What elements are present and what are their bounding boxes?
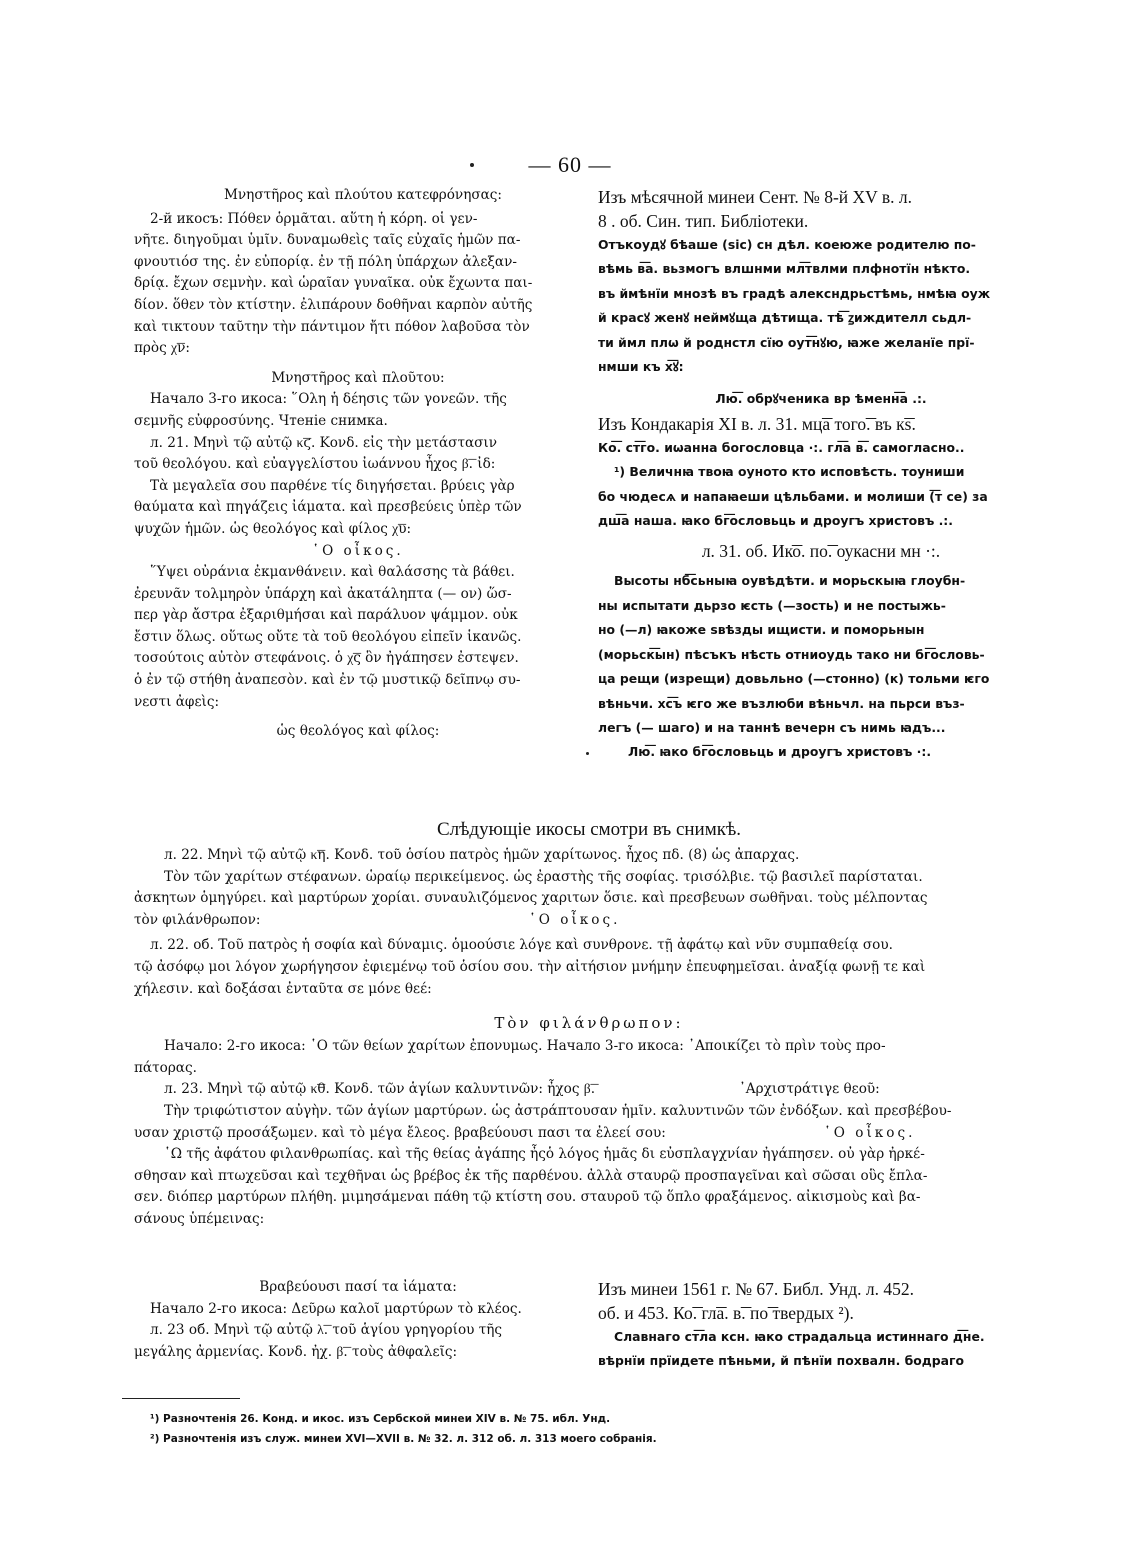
text-line: Изъ мѣсячной минеи Сент. № 8-й XV в. л. bbox=[598, 187, 912, 207]
text-line bbox=[134, 1079, 1044, 1101]
text-line: τοσούτοις αὐτὸν στεφάνοις. ὁ χ͞ς ὃν ἠγάπησεν ἐστεψεν. bbox=[134, 650, 519, 667]
text-line: л. 31. об. Ик͞о. по͞. оукасни мн ·:. bbox=[701, 541, 941, 562]
church-slavonic-line: вѣньчи. хс͞ъ ѥго же възлюби вѣньчл. на пьрси въз- bbox=[598, 695, 965, 711]
text-line: θαύματα καὶ πηγάζεις ἰάματα. καὶ πρεσβεύεις ὑπὲρ τῶν bbox=[134, 499, 522, 516]
text-line: Τὴν τριφώτιστον αὐγὴν. τῶν ἁγίων μαρτύρων. ὡς ἀστράπτουσαν ἡμῖν. καλυντινῶν τῶν ἐνδόξων. καὶ πρεσβέβου- bbox=[164, 1102, 952, 1119]
church-slavonic-line: ны испытати дьрзо ѥсть (—зость) и не постыжь- bbox=[598, 597, 946, 613]
full-width-section bbox=[134, 815, 1044, 1231]
text-line: ὁ ἐν τῷ στήθη ἀναπεσὸν. καὶ ἐν τῷ μυστικῷ δεῖπνῳ συ- bbox=[134, 672, 521, 689]
text-line: об. и 453. Ко͞. гл͞а. в͞. по͞ твердых ²). bbox=[598, 1303, 854, 1323]
right-column bbox=[598, 185, 1044, 765]
text-line: ἀσκητων ὁμηγύρει. καὶ μαρτύρων χορίαι. συναυλιζόμενος χαριτων ὅσιε. καὶ πρεσβευων σωθῆναι. τοὺς μέλποντας bbox=[134, 890, 928, 907]
text-line: δρίᾳ. ἔχων σεμνὴν. καὶ ὡραῖαν γυναῖκα. οὐκ ἔχωντα παι- bbox=[134, 275, 533, 292]
text-line: л. 23 об. Μηνὶ τῷ αὐτῷ λ͞. τοῦ ἁγίου γρηγορίου τῆς bbox=[150, 1322, 503, 1339]
church-slavonic-line: Лю͞. ꙗко бг͞ословьць и дроугъ христовъ ·:. bbox=[628, 744, 932, 760]
church-slavonic-line: ца рещи (изрещи) довьльно (—стонно) (к) тольми ѥго bbox=[598, 671, 990, 687]
text-line: Μνηστῆρος καὶ πλοῦτου: bbox=[271, 369, 445, 386]
text-line: ῾Ο οἶκος. bbox=[312, 542, 404, 559]
text-line: σεν. διόπερ μαρτύρων πλήθη. μιμησάμεναι πάθη τῷ κτίστη σου. σταυροῦ τῷ ὅπλο φραξάμενος. αἰκισμοὺς καὶ βα- bbox=[134, 1189, 921, 1206]
text-line: ὡς θεολόγος καὶ φίλος: bbox=[276, 723, 440, 740]
church-slavonic-line: ти ймл плѡ й роднстл сїю оут͞нꙋю, ꙗже желанїе прї- bbox=[598, 334, 975, 350]
section-heading: Слѣдующіе икосы смотри въ снимкѣ. bbox=[436, 819, 742, 840]
text-line: Начало 2-го икоса: Δεῦρω καλοῖ μαρτύρων τὸ κλέος. bbox=[150, 1300, 522, 1317]
church-slavonic-line: Высоты нб͞сьныꙗ оувѣдѣти. и морьскыꙗ глоубн- bbox=[614, 573, 966, 589]
text-line: 8 . об. Син. тип. Библіотеки. bbox=[598, 211, 809, 231]
oikos-heading: ῾Ο οἶκος. bbox=[824, 1124, 916, 1141]
text-span: υσαν χριστῷ προσάξωμεν. καὶ τὸ μέγα ἔλεος. βραβεύουσι πασι τα ἐλεεί σου: bbox=[134, 1124, 666, 1141]
church-slavonic-line: Отъкоудꙋ бѣаше (sic) сн дѣл. коеюже родителю по- bbox=[598, 237, 976, 252]
text-span: л. 23. Μηνὶ τῷ αὐτῷ κ͞θ. Κονδ. τῶν ἁγίων καλυντινῶν: ἦχος β͞. bbox=[164, 1081, 596, 1098]
church-slavonic-line: Славнаго ст͞ла ксн. ꙗко страдальца истиннаго д͞не. bbox=[614, 1329, 985, 1344]
footnote: ¹) Разночтенія 26. Конд. и икос. изъ Сербской минеи XIV в. № 75. ибл. Унд. bbox=[150, 1413, 611, 1425]
text-line: νῆτε. διηγοῦμαι ὑμῖν. δυναμωθεὶς ταῖς εὐχαῖς ἡμῶν πα- bbox=[134, 232, 521, 249]
text-line: Μνηστῆρος καὶ πλούτου κατεφρόνησας: bbox=[224, 187, 502, 203]
church-slavonic-line: вѣмь в͞а. вьзмогъ влшнми мл͞твлми плфнотїн нѣкто. bbox=[598, 261, 971, 277]
text-line: л. 21. Μηνὶ τῷ αὐτῷ κ͞ϛ. Κονδ. εἰς τὴν μετάστασιν bbox=[150, 434, 498, 451]
text-line: л. 22. Μηνὶ τῷ αὐτῷ κ͞η. Κονδ. τοῦ ὁσίου πατρὸς ἡμῶν χαρίτωνος. ἦχος πδ. (8) ὡς ἀπαρχας. bbox=[164, 847, 800, 863]
text-line: ψυχῶν ἡμῶν. ὡς θεολόγος καὶ φίλος χ͞υ: bbox=[134, 520, 412, 537]
text-span: τὸν φιλάνθρωπον: bbox=[134, 911, 261, 928]
text-line: Τὰ μεγαλεῖα σου παρθένε τίς διηγήσεται. βρύεις γὰρ bbox=[150, 477, 515, 494]
printed-dot bbox=[586, 752, 589, 755]
text-line: Βραβεύουσι πασί τα ἰάματα: bbox=[259, 1279, 457, 1295]
footnote: ²) Разночтенія изъ служ. минеи XVI—XVII в. № 32. л. 312 об. л. 313 моего собранія. bbox=[150, 1433, 657, 1445]
oikos-heading: ῾Ο οἶκος. bbox=[529, 911, 621, 928]
text-line: σθησαν καὶ πτωχεῦσαι καὶ τεχθῆναι ὡς βρέβος ἐκ τῆς παρθένου. ἀλλὰ σταυρῷ προσπαγεῖναι καὶ σῶσαι οὓς ἔπλα- bbox=[134, 1167, 928, 1184]
text-span: ᾽Αρχιστράτιγε θεοῦ: bbox=[739, 1081, 880, 1098]
text-line bbox=[134, 1123, 1044, 1145]
church-slavonic-line: Лю͞. обрꙋченика вр ѣменн͞а .:. bbox=[715, 391, 927, 407]
text-line: νεστι ἀφεὶς: bbox=[134, 693, 220, 710]
church-slavonic-line: нмши къ х͞ꙋ: bbox=[598, 359, 684, 375]
text-line: δίον. ὅθεν τὸν κτίστην. ἐλιπάρουν δοθῆναι καρπὸν αὐτῆς bbox=[134, 296, 533, 313]
text-line: ἐρευνᾶν τολμηρὸν ὑπάρχη καὶ ἀκατάληπτα (— ον) ὥσ- bbox=[134, 585, 512, 602]
church-slavonic-line: въ ймѣнїи мнозѣ въ градѣ алексндрьстѣмь, нмѣꙗ оуж bbox=[598, 285, 991, 301]
text-line: σεμνῆς εὐφροσύνης. Чтеніе снимка. bbox=[134, 412, 388, 429]
text-line: περ γὰρ ἄστρα ἐξαριθμήσαι καὶ παράλυον ψάμμον. οὐκ bbox=[134, 607, 518, 624]
bottom-left-column bbox=[134, 1277, 582, 1363]
church-slavonic-line: й красꙋ женꙋ неймꙋща дѣтища. тѣ͞ ꙁиждителл сьдл- bbox=[598, 310, 972, 326]
text-line: л. 22. об. Τοῦ πατρὸς ἡ σοφία καὶ δύναμις. ὁμοούσιε λόγε καὶ συνθρονε. τῇ ἀφάτῳ καὶ νῦν συμπαθείᾳ σου. bbox=[150, 937, 893, 954]
church-slavonic-line: но (—л) ꙗкоже ѕвѣзды ищисти. и поморьнын bbox=[598, 622, 925, 638]
text-line: Τὸν φιλάνθρωπον: bbox=[494, 1014, 684, 1033]
text-line bbox=[134, 910, 1044, 932]
text-line: ῾Ω τῆς ἀφάτου φιλανθρωπίας. καὶ τῆς θείας ἀγάπης ἦςὁ λόγος ἡμᾶς δι εὐσπλαγχνίαν ἠγάπησεν. οὐ γὰρ ἠρκέ- bbox=[164, 1146, 925, 1163]
text-line: φνουτιόσ της. ἐν εὐπορίᾳ. ἐν τῇ πόλη ὑπάρχων ἀλεξαν- bbox=[134, 253, 517, 270]
text-line: μεγάλης ἀρμενίας. Κονδ. ἠχ. β͞. τοὺς ἀθφαλεῖς: bbox=[134, 1343, 458, 1360]
text-line: Начало 3-го икоса: ῞Ολη ἡ δέησις τῶν γονεῶν. τῆς bbox=[150, 391, 507, 408]
text-line: Начало: 2-го икоса: ῾Ο τῶν θείων χαρίτων ἐπονυμως. Начало 3-го икоса: ᾽Αποικίζει τὸ πρὶν τοὺς προ- bbox=[164, 1038, 886, 1055]
text-line: ἔστιν ὅλως. οὕτως οὔτε τὰ τοῦ θεολόγου εἰπεῖν ἱκανῶς. bbox=[134, 628, 522, 645]
text-line: Изъ Кондакарія XI в. л. 31. мц͞а того͞. въ к͞ѕ. bbox=[598, 413, 916, 434]
text-line: καὶ τικτουν ταῦτην τὴν πάντιμον ἤτι πόθον λαβοῦσα τὸν bbox=[134, 318, 530, 335]
bottom-right-column bbox=[598, 1277, 1044, 1374]
text-line: ῞Υψει οὐράνια ἐκμανθάνειν. καὶ θαλάσσης τὰ βάθει. bbox=[150, 564, 515, 581]
text-line: τοῦ θεολόγου. καὶ εὐαγγελίστου ἰωάννου ἦχος β͞. ἰδ: bbox=[134, 456, 496, 473]
church-slavonic-line: дш͞а наша. ꙗко бг͞ословьць и дроугъ христовъ .:. bbox=[598, 513, 953, 529]
text-line: πάτορας. bbox=[134, 1059, 197, 1076]
text-line: Τὸν τῶν χαρίτων στέφανων. ὡραίῳ περικείμενος. ὡς ἐραστὴς τῆς σοφίας. τρισόλβιε. τῷ βασιλεῖ παρίσταται. bbox=[164, 868, 923, 885]
church-slavonic-line: ¹) Величнꙗ твоꙗ оуното кто исповѣсть. тоуниши bbox=[614, 464, 965, 480]
church-slavonic-line: бо чюдесѧ и напаꙗеши цѣльбами. и молиши (͞т се) за bbox=[598, 488, 988, 504]
text-line: σάνους ὑπέμεινας: bbox=[134, 1210, 265, 1227]
footnote-rule bbox=[122, 1398, 240, 1399]
text-line: χήλεσιν. καὶ δοξάσαι ἐνταῦτα σε μόνε θεέ: bbox=[134, 980, 432, 997]
text-line bbox=[134, 207, 582, 231]
church-slavonic-line: (морьск͞ын) пѣсъкъ нѣсть отниоудь тако ни бг͞ословь- bbox=[598, 646, 985, 662]
text-line: τῷ ἀσόφῳ μοι λόγον χωρήγησον ἐφιεμένῳ τοῦ ὁσίου σου. τὴν αἰτήσιον μνήμην ἐπευφημεῖσαι. ἀναξίᾳ φωνῇ τε καὶ bbox=[134, 958, 926, 975]
church-slavonic-line: Ко͞. ст͞го. иѡанна богословца ·:. гл͞а в͞. самогласно.. bbox=[598, 439, 965, 455]
text-line: Изъ минеи 1561 г. № 67. Библ. Унд. л. 452. bbox=[598, 1279, 914, 1299]
church-slavonic-line: легъ (— шаго) и на таннѣ вечерн съ нимь ꙗдъ... bbox=[598, 719, 946, 735]
left-column bbox=[134, 185, 582, 743]
page-number: — 60 — bbox=[528, 152, 612, 177]
text-line: πρὸς χ͞ν: bbox=[134, 340, 190, 357]
text-span: 2-й икосъ: Πόθεν ὁρμᾶται. αὕτη ἡ κόρη. οἱ γεν- bbox=[150, 210, 478, 227]
church-slavonic-line: вѣрнїи прїидете пѣньми, й пѣнїи похвалн. бодраго bbox=[598, 1353, 964, 1369]
